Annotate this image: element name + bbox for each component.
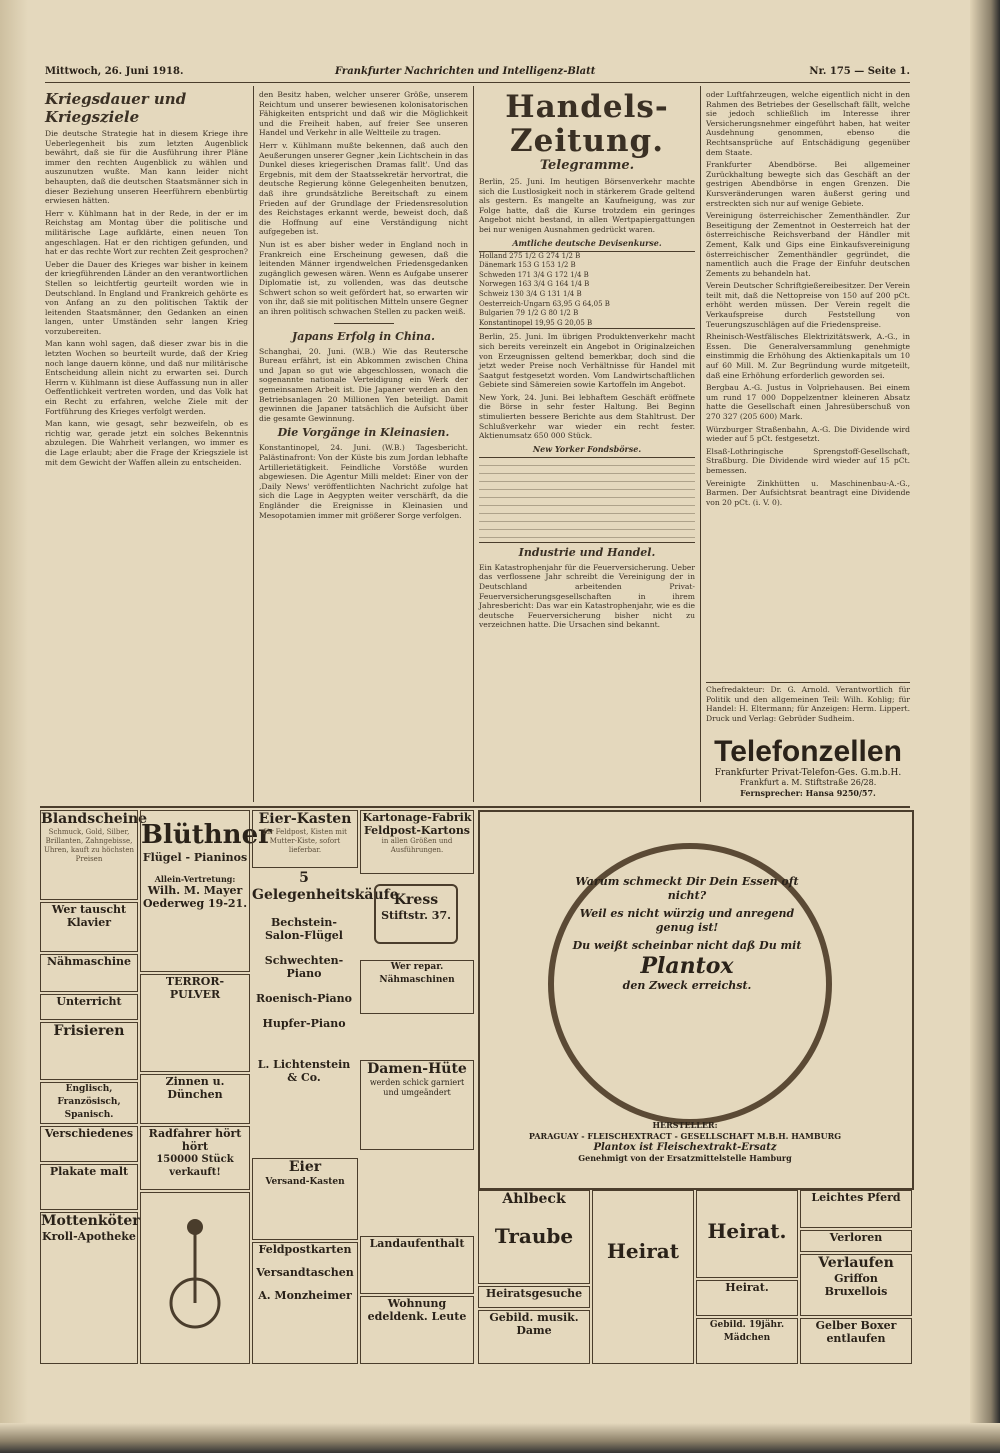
ad-label: Allein-Vertretung: (154, 874, 236, 884)
piano-item: Bechstein-Salon-Flügel (264, 916, 343, 942)
ad-title: Gebild. 19jähr. Mädchen (709, 1320, 785, 1343)
ad-title: Blandscheine (41, 811, 148, 827)
paragraph: Bergbau A.-G. Justus in Volpriehausen. Bei einem um rund 17 000 Doppelzentner kleineren Absatz hatte die Gesellschaft einen Jahresüberschuß von 270 327 (205 600) Mark. (706, 383, 910, 421)
paragraph: Rheinisch-Westfälisches Elektrizitätswerk, A.-G., in Essen. Die Generalversammlung genehmigte einstimmig die Erhöhung des Aktienkapitals um 10 auf 60 Mill. M. Zur Begründung wurde mitgeteilt, daß eine Erhöhung erforderlich geworden sei. (706, 332, 910, 380)
ad-verlaufen (800, 1254, 912, 1316)
ad-firm: L. Lichtenstein & Co. (257, 1058, 351, 1084)
ad-landaufenthalt (360, 1236, 474, 1294)
piano-item: Schwechten-Piano (264, 954, 344, 980)
paragraph: Die deutsche Strategie hat in diesem Kriege ihre Ueberlegenheit bis zum letzten Augenblick bewährt, daß sie für die Ausführung ihrer Pläne immer den rechten Augenblick zu wählen und auszunutzen wußte. Man kann leider nicht behaupten, daß die deutschen Staatsmänner sich in dieser Beziehung unseren Heerführern ebenbürtig erwiesen hätten. (45, 129, 248, 206)
ad-plakate (40, 1164, 138, 1210)
piano-item: Hupfer-Piano (262, 1017, 346, 1030)
scan-right-shadow (970, 0, 1000, 1453)
ad-tauscht-klavier (40, 902, 138, 952)
ad-title: Wer repar. Nähmaschinen (379, 962, 455, 985)
ad-title: Verloren (829, 1231, 883, 1244)
piano-item: Roenisch-Piano (255, 992, 353, 1005)
section-subtitle: Telegramme. (539, 158, 635, 173)
table-row: Konstantinopel 19,95 G 20,05 B (479, 318, 593, 327)
ad-title: Wohnung edeldenk. Leute (367, 1297, 467, 1323)
ad-maedchen (696, 1318, 798, 1364)
ad-title: Landaufenthalt (369, 1237, 465, 1250)
business-column (706, 90, 910, 680)
ad-title: 5 Gelegenheitskäufe (252, 870, 399, 903)
ad-address: Stiftstr. 37. (381, 909, 451, 922)
paragraph: Man kann, wie gesagt, sehr bezweifeln, ob es richtig war, gerade jetzt ein solches Bekenntnis abzulegen. Die Wahrheit verlangen, wo immer es die Lage erlaubt; aber die Frage der Kriegsziele ist mit dem Gewicht der Waffen allein zu entscheiden. (45, 419, 248, 467)
section-heading: Die Vorgänge in Kleinasien. (277, 426, 450, 440)
ad-gebildete-dame (478, 1310, 590, 1364)
ad-radfahrer (140, 1126, 250, 1190)
table-row: Dänemark 153 G 153 1/2 B (479, 261, 576, 270)
ad-title: Versandtaschen (256, 1266, 354, 1279)
column-rule (253, 86, 254, 802)
devisen-table (479, 251, 695, 330)
heiratsgesuche-heading (478, 1286, 590, 1308)
ad-kroll-apotheke (40, 1212, 138, 1364)
ad-title: Feldpostkarten (258, 1243, 352, 1256)
ad-title: Plakate malt (49, 1165, 129, 1178)
ad-subtitle: entlaufen (826, 1332, 886, 1345)
ad-title: Ahlbeck (502, 1191, 566, 1207)
ad-verloren (800, 1230, 912, 1252)
ad-eier-versand (252, 1158, 358, 1240)
paragraph: Schanghai, 20. Juni. (W.B.) Wie das Reutersche Bureau erfährt, ist ein Abkommen zwischen China und Japan so gut wie abgeschlossen, wonach die sogenannte nationale Verteidigung ein Werk der gemeinsamen Arbeit ist. Die Japaner werden an den Betriebsanlagen 20 Millionen Yen beteiligt. Damit gewinnen die Japaner tatsächlich die Aufsicht über die gesamte Gewinnung. (259, 346, 468, 423)
paragraph: Man kann wohl sagen, daß dieser zwar bis in die letzten Wochen so beurteilt wurde, daß der Krieg noch lange dauern könne, und daß nur militärische Entscheidung allein nicht zu erwarten sei. Durch Herrn v. Kühlmann ist diese Auffassung nun in aller Oeffentlichkeit vertreten worden, und das Volk hat ein Recht zu erfahren, welche Ziele mit der Fortführung des Krieges verfolgt werden. (45, 339, 248, 416)
ad-subtitle: Versand-Kasten (265, 1177, 345, 1187)
plantox-line: Weil es nicht würzig und anregend genug ist! (579, 907, 795, 934)
ad-title: Kress (393, 892, 439, 908)
plantox-maker-label: HERSTELLER: (652, 1120, 718, 1130)
ad-pferd (800, 1190, 912, 1228)
ad-firm: A. Monzheimer (258, 1289, 352, 1302)
ad-subtitle: 150000 Stück verkauft! (156, 1154, 234, 1178)
paragraph: Nun ist es aber bisher weder in England noch in Frankreich eine Erscheinung gewesen, daß die leitenden Männer irgendwelchen Friedensgedanken zugänglich gewesen wären. Wenn es Aufgabe unserer Diplomatie ist, zu vollenden, was das deutsche Schwert schon so weit gefördert hat, so erwarten wir von ihr, daß sie mit politischen Mitteln unsere Gegner an ihren politisch schwachen Stellen zu packen weiß. (259, 239, 468, 317)
imprint (706, 682, 910, 733)
table-title: Amtliche deutsche Devisenkurse. (512, 237, 662, 248)
separator (334, 323, 394, 324)
paragraph: Elsaß-Lothringische Sprengstoff-Gesellschaft, Straßburg. Die Dividende wird wieder auf 15 pCt. bemessen. (706, 446, 910, 475)
adjacent-page-edge (0, 60, 24, 1400)
ad-phone: Fernsprecher: Hansa 9250/57. (740, 788, 876, 798)
scan-bottom-shadow (0, 1423, 1000, 1453)
ad-title: Verlaufen (818, 1255, 894, 1271)
ad-heirat-2 (696, 1190, 798, 1278)
table-row: Norwegen 163 3/4 G 164 1/4 B (479, 280, 590, 289)
issue-date: Mittwoch, 26. Juni 1918. (45, 66, 184, 77)
paragraph: Berlin, 25. Juni. Im übrigen Produktenverkehr macht sich bereits vereinzelt ein Angebot in Originalzeichen von Erzeugnissen geltend bemerkbar, doch sind die jetzt weder Preise noch Verhältnisse für Handel mit Saatgut festgesetzt worden. Vom Landwirtschaftlichen Gebiete sind Sämereien sowie Kartoffeln im Angebot. (479, 332, 695, 390)
ad-title: Gebild. musik. Dame (489, 1311, 579, 1337)
ad-body: werden schick garniert und umgeändert (369, 1078, 465, 1097)
ad-title: Telefonzellen (714, 735, 902, 768)
plantox-line: Du weißt scheinbar nicht daß Du mit (572, 939, 802, 952)
table-title: New Yorker Fondsbörse. (532, 443, 642, 454)
column-rule (473, 86, 474, 802)
paragraph: den Besitz haben, welcher unserer Größe, unserem Reichtum und unserer bewiesenen kolonisatorischen Fähigkeiten entspricht und daß wir die Möglichkeit und die Freiheit haben, auf freier See unseren Handel und Verkehr in alle Weltteile zu tragen. (259, 90, 468, 138)
ad-title: Radfahrer hört hört (148, 1127, 242, 1153)
ad-ahlbeck (478, 1190, 590, 1284)
ad-subtitle: Kroll-Apotheke (42, 1230, 136, 1243)
ad-body: für Feldpost, Kisten mit Mutter-Kiste, sofort lieferbar. (263, 828, 347, 854)
ad-verschiedenes (40, 1126, 138, 1162)
paragraph: Vereinigung österreichischer Zementhändler. Zur Beseitigung der Zementnot in Oesterreich hat der österreichische Reichsverband der Händler mit Zement, Kalk und Gips eine Einkaufsvereinigung österreichischer Zementhändler gegründet, die namentlich auch die Frage der Einfuhr deutschen Zements zu behandeln hat. (706, 211, 910, 278)
ad-heirat-1 (592, 1190, 694, 1364)
ad-title: Leichtes Pferd (811, 1191, 901, 1204)
ad-title: TERROR-PULVER (165, 975, 225, 1001)
ad-title: Zinnen u. Dünchen (165, 1075, 225, 1101)
ad-spirale (140, 1192, 250, 1364)
ad-title: Unterricht (56, 995, 122, 1008)
paragraph: oder Luftfahrzeugen, welche eigentlich nicht in den Rahmen des Betriebes der Gesellschaft fällt, welche sie jedoch schließlich im Interesse ihrer Versicherungsnehmer eingeführt haben, hat weiter Ausdehnung genommen, ebenso die Rechtsansprüche auf Entschädigung gegenüber dem Staate. (706, 90, 910, 157)
ad-frisieren (40, 1022, 138, 1080)
new-york-table (479, 457, 695, 543)
plantox-approval: Genehmigt von der Ersatzmittelstelle Hamburg (578, 1153, 792, 1163)
ad-subtitle: Feldpost-Kartons (363, 824, 471, 837)
section-heading: Japans Erfolg in China. (291, 329, 435, 343)
ad-body: Schmuck, Gold, Silber, Brillanten, Zahngebisse, Uhren, kauft zu höchsten Preisen (43, 828, 135, 863)
ad-gelegenheitskaeufe (252, 870, 399, 1150)
ad-subtitle: Griffon Bruxellois (824, 1272, 888, 1298)
page-number: Nr. 175 — Seite 1. (809, 66, 910, 77)
plantox-brand: Plantox (640, 953, 734, 979)
ad-bluethner (140, 810, 272, 972)
handels-zeitung (479, 90, 695, 802)
ad-title: Wer tauscht Klavier (51, 903, 127, 929)
ad-title: Heirat (607, 1239, 679, 1263)
ad-title: Frisieren (53, 1023, 125, 1039)
ad-kress (360, 876, 472, 956)
article-column-2 (259, 90, 468, 802)
ad-title: Traube (494, 1224, 574, 1248)
page-header (45, 66, 910, 83)
ad-title: Damen-Hüte (367, 1061, 467, 1077)
ad-title: Eier (288, 1159, 322, 1175)
ad-subtitle: Flügel - Pianinos (142, 851, 248, 864)
ad-eier-kasten (252, 810, 358, 868)
ad-naehmaschine (40, 954, 138, 992)
suitcase-icon (374, 884, 458, 944)
paragraph: Würzburger Straßenbahn, A.-G. Die Dividende wird wieder auf 5 pCt. festgesetzt. (706, 424, 910, 444)
ad-kartonage (360, 810, 474, 874)
paragraph: Ein Katastrophenjahr für die Feuerversicherung. Ueber das verflossene Jahr schreibt die Vereinigung der in Deutschland arbeitenden Privat-Feuerversicherungsgesellschaften in ihrem Jahresbericht: Das war ein Katastrophenjahr, wie es die deutsche Feuerversicherung bisher nicht zu verzeichnen hatte. Die Ursachen sind bekannt. (479, 562, 695, 630)
imprint-text: Chefredakteur: Dr. G. Arnold. Verantwortlich für Politik und den allgemeinen Teil: Wilh. Kohlig; für Handel: H. Eltermann; für Anzeigen: Herm. Lippert. Druck und Verlag: Gebrüder Sudheim. (706, 685, 910, 723)
ad-subtitle: Frankfurter Privat-Telefon-Ges. G.m.b.H. (714, 768, 902, 778)
table-row: Bulgarien 79 1/2 G 80 1/2 B (479, 309, 579, 318)
ad-dealer: Wilh. M. Mayer (147, 884, 243, 897)
plantox-footer (520, 1120, 850, 1164)
paragraph: Verein Deutscher Schriftgießereibesitzer. Der Verein teilt mit, daß die Nettopreise von 150 auf 200 pCt. erhöht werden müssen. Der Verein regelt die Verkaufspreise durch Feststellung von Teuerungszuschlägen auf die Friedenspreise. (706, 281, 910, 329)
telefonzellen-ad (706, 736, 910, 802)
ad-feldpostkarten (252, 1242, 358, 1364)
paragraph: New York, 24. Juni. Bei lebhaftem Geschäft eröffnete die Börse in sehr fester Haltung. Bei Beginn stimulierten bessere Berichte aus dem Stahltrust. Der Schlußverkehr war wieder ein recht fester. Aktienumsatz 650 000 Stück. (479, 392, 695, 441)
bicycle-figure-icon (165, 1213, 225, 1333)
ad-title: Heirat. (707, 1219, 787, 1243)
ad-naehmaschinen-reparatur (360, 960, 474, 1014)
ad-address: Oederweg 19-21. (142, 897, 248, 910)
paragraph: Berlin, 25. Juni. Im heutigen Börsenverkehr machte sich die Lustlosigkeit noch in stärkerem Grade geltend als gestern. Es mangelte an Kaufneigung, was zur Folge hatte, daß die Kurse trotzdem ein geringes Angebot nicht bestand, in allen Wertpapiergattungen bei nur wenigen Ausnahmen gedrückt waren. (479, 177, 695, 234)
paragraph: Vereinigte Zinkhütten u. Maschinenbau-A.-G., Barmen. Der Aufsichtsrat beantragt eine Dividende von 20 pCt. (i. V. 0). (706, 478, 910, 507)
ad-title: Heirat. (725, 1281, 769, 1294)
ad-blandscheine (40, 810, 148, 900)
paragraph: Frankfurter Abendbörse. Bei allgemeiner Zurückhaltung bewegte sich das Geschäft an der gestrigen Abendbörse in engen Grenzen. Die Kursveränderungen waren äußerst gering und erstreckten sich nur auf wenige Gebiete. (706, 160, 910, 208)
ad-title: Kartonage-Fabrik (362, 811, 472, 824)
ad-zinnen (140, 1074, 250, 1124)
ad-title: Gelber Boxer (815, 1319, 897, 1332)
plantox-ersatz: Plantox ist Fleischextrakt-Ersatz (593, 1142, 777, 1153)
article-kriegsdauer (45, 90, 248, 802)
plantox-line: Warum schmeckt Dir Dein Essen oft nicht? (575, 875, 799, 902)
paragraph: Herr v. Kühlmann hat in der Rede, in der er im Reichstag am Montag über die politische und militärische Lage aufklärte, einen neuen Ton angeschlagen. Hat er den richtigen gefunden, und hat er das rechte Wort zur rechten Zeit gesprochen? (45, 208, 248, 257)
ad-unterricht (40, 994, 138, 1020)
ad-body: in allen Größen und Ausführungen. (381, 837, 453, 854)
ad-title: Nähmaschine (46, 955, 131, 968)
ad-damen-huete (360, 1060, 474, 1150)
table-row: Holland 275 1/2 G 274 1/2 B (479, 251, 581, 260)
ad-title: Englisch, Französisch, Spanisch. (57, 1084, 121, 1120)
ad-boxer (800, 1318, 912, 1364)
ad-title: Verschiedenes (44, 1127, 134, 1140)
section-title: Handels-Zeitung. (505, 89, 669, 159)
plantox-firm: PARAGUAY - FLEISCHEXTRACT - GESELLSCHAFT M.B.H. HAMBURG (528, 1131, 842, 1141)
table-row: Schweden 171 3/4 G 172 1/4 B (479, 270, 589, 279)
masthead: Frankfurter Nachrichten und Intelligenz-Blatt (335, 66, 596, 77)
plantox-line: den Zweck erreichst. (622, 979, 752, 992)
table-row: Schweiz 130 3/4 G 131 1/4 B (479, 289, 582, 298)
ads-divider (40, 806, 910, 808)
ad-title: Blüthner (141, 820, 272, 850)
ad-address: Frankfurt a. M. Stiftstraße 26/28. (739, 778, 877, 787)
paragraph: Herr v. Kühlmann mußte bekennen, daß auch den Aeußerungen unserer Gegner ‚kein Lichtschein in das Dunkel dieses kriegerischen Dramas fallt'. Und das Ergebnis, mit dem der Staatssekretär hervortrat, die deutsche Regierung könne Gelegenheiten benutzen, daß ihre grundsätzliche Bereitschaft zu einem Frieden auf der Grundlage der Friedensresolution des Reichstages erkannt werde, beweist doch, daß die Hoffnung auf eine Verständigung nicht aufgegeben ist. (259, 140, 468, 237)
ad-title: Mottenköter (41, 1213, 140, 1229)
plantox-text (572, 875, 802, 993)
ad-wohnung (360, 1296, 474, 1364)
ad-sprachen (40, 1082, 138, 1124)
ad-heirat-3 (696, 1280, 798, 1316)
ad-terror-pulver (140, 974, 250, 1072)
paragraph: Ueber die Dauer des Krieges war bisher in keinem der kriegführenden Länder an den verantwortlichen Stellen so leichtfertig geurteilt worden wie in Deutschland. In England und Frankreich gehörte es von Anfang an zu den politischen Taktik der leitenden Staatsmänner, den Gedanken an einen langen, unter Umständen sehr langen Krieg vorzubereiten. (45, 259, 248, 336)
column-rule (700, 86, 701, 802)
article-title: Kriegsdauer und Kriegsziele (45, 90, 187, 126)
section-heading: Industrie und Handel. (518, 545, 656, 559)
ad-title: Heiratsgesuche (485, 1287, 583, 1300)
ad-title: Eier-Kasten (258, 811, 352, 827)
table-row: Oesterreich-Ungarn 63,95 G 64,05 B (479, 299, 610, 308)
paragraph: Konstantinopel, 24. Juni. (W.B.) Tagesbericht. Palästinafront: Von der Küste bis zum Jordan lebhafte Artillerietätigkeit. Feindliche Vorstöße wurden abgewiesen. Die Agentur Milli meldet: Einer von der ‚Daily News' veröffentlichten Nachricht zufolge hat sich die Lage in Aegypten weiter verschärft, da die Engländer die Ereignisse in Kleinasien und Mesopotamien immer mit größerer Sorge verfolgen. (259, 443, 468, 520)
